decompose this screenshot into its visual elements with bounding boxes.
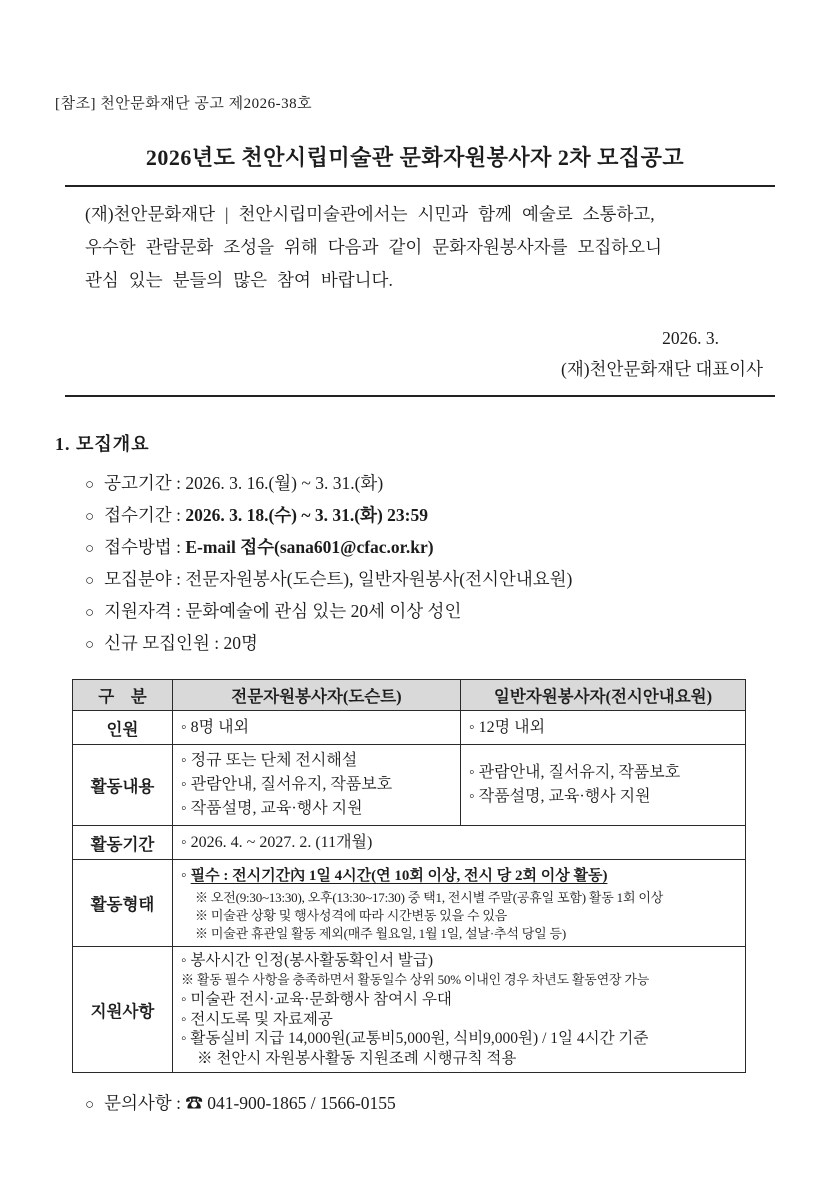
activity-form-note: ※ 오전(9:30~13:30), 오후(13:30~17:30) 중 택1, 전시별 주말(공휴일 포함) 활동 1회 이상	[195, 890, 664, 905]
announcement-date: 2026. 3.	[662, 328, 719, 348]
cell-line: ◦ 8명 내외	[181, 718, 250, 736]
overview-item-notice-period	[85, 468, 775, 500]
item-separator: :	[171, 537, 186, 557]
overview-item-recruitment-fields	[85, 564, 775, 596]
item-label: 지원자격	[104, 601, 172, 621]
activity-form-note: ※ 미술관 휴관일 활동 제외(매주 월요일, 1월 1일, 설날·추석 당일 등)	[195, 926, 566, 941]
table-row-personnel	[73, 711, 746, 745]
contact-label: 문의사항	[104, 1093, 172, 1113]
recruitment-table	[72, 679, 746, 1073]
activities-docent-cell	[173, 745, 461, 826]
table-row-period	[73, 826, 746, 860]
divider-top	[65, 185, 775, 187]
phone-icon: ☎	[185, 1093, 203, 1113]
benefit-line: ◦ 봉사시간 인정(봉사활동확인서 발급)	[181, 951, 434, 969]
activities-general-cell	[461, 745, 746, 826]
item-label: 신규 모집인원	[104, 633, 210, 653]
item-value: 20명	[223, 633, 258, 653]
item-separator: :	[209, 633, 224, 653]
row-label-activities: 활동내용	[73, 745, 173, 826]
table-row-benefits	[73, 947, 746, 1073]
col-header-category: 구 분	[73, 680, 173, 711]
overview-item-application-period	[85, 500, 775, 532]
cell-line: ◦ 관람안내, 질서유지, 작품보호	[469, 764, 681, 781]
row-label-personnel: 인원	[73, 711, 173, 745]
row-label-benefits: 지원사항	[73, 947, 173, 1073]
item-label: 접수기간	[104, 505, 172, 525]
intro-line: (재)천안문화재단 | 천안시립미술관에서는 시민과 함께 예술로 소통하고,	[85, 204, 655, 224]
benefits-cell	[173, 947, 746, 1073]
cell-line: ◦ 12명 내외	[469, 718, 546, 736]
item-label: 모집분야	[104, 569, 172, 589]
overview-item-application-method	[85, 532, 775, 564]
phone-numbers: 041-900-1865 / 1566-0155	[207, 1093, 396, 1113]
section-heading-overview: 1. 모집개요	[55, 434, 150, 454]
item-value: E-mail 접수(sana601@cfac.or.kr)	[185, 537, 434, 557]
circle-bullet-icon: ○	[85, 509, 95, 525]
benefit-line: ◦ 미술관 전시·교육·문화행사 참여시 우대	[181, 990, 452, 1008]
cell-line: ◦ 정규 또는 단체 전시해설	[181, 752, 358, 769]
item-value: 2026. 3. 18.(수) ~ 3. 31.(화) 23:59	[185, 505, 428, 525]
table-row-activity-form	[73, 860, 746, 947]
item-value: 문화예술에 관심 있는 20세 이상 성인	[185, 601, 462, 621]
required-activity-line	[181, 863, 737, 889]
intro-paragraph	[85, 198, 773, 297]
announcement-ref-number: [참조] 천안문화재단 공고 제2026-38호	[55, 96, 313, 112]
issuer-name: (재)천안문화재단 대표이사	[561, 359, 763, 379]
intro-line: 우수한 관람문화 조성을 위해 다음과 같이 문화자원봉사자를 모집하오니	[85, 237, 662, 257]
personnel-docent-cell	[173, 711, 461, 745]
circle-bullet-icon: ○	[85, 605, 95, 621]
overview-item-headcount	[85, 628, 775, 660]
circle-bullet-icon: ○	[85, 637, 95, 653]
cell-line: ◦ 관람안내, 질서유지, 작품보호	[181, 776, 393, 793]
col-header-docent: 전문자원봉사자(도슨트)	[173, 680, 461, 711]
personnel-general-cell	[461, 711, 746, 745]
item-label: 접수방법	[104, 537, 172, 557]
item-separator: :	[171, 601, 186, 621]
divider-bottom	[65, 395, 775, 397]
activity-form-note: ※ 미술관 상황 및 행사성격에 따라 시간변동 있을 수 있음	[195, 908, 508, 923]
activity-form-cell	[173, 860, 746, 947]
item-separator: :	[171, 473, 186, 493]
contact-separator: :	[171, 1093, 186, 1113]
row-label-period: 활동기간	[73, 826, 173, 860]
period-cell	[173, 826, 746, 860]
circle-bullet-icon: ○	[85, 477, 95, 493]
benefit-line: ◦ 전시도록 및 자료제공	[181, 1010, 333, 1028]
item-separator: :	[171, 569, 186, 589]
page-title: 2026년도 천안시립미술관 문화자원봉사자 2차 모집공고	[145, 145, 685, 170]
col-header-general: 일반자원봉사자(전시안내요원)	[461, 680, 746, 711]
contact-info	[85, 1090, 775, 1115]
cell-line: ◦ 작품설명, 교육·행사 지원	[469, 788, 651, 805]
cell-line: ◦ 작품설명, 교육·행사 지원	[181, 800, 363, 817]
table-header-row	[73, 680, 746, 711]
circle-bullet-icon: ◦	[181, 867, 191, 884]
item-value: 2026. 3. 16.(월) ~ 3. 31.(화)	[185, 473, 384, 493]
row-label-activity-form: 활동형태	[73, 860, 173, 947]
overview-list	[85, 468, 775, 660]
benefit-line: ※ 활동 필수 사항을 충족하면서 활동일수 상위 50% 이내인 경우 차년도 활동연장 가능	[181, 972, 650, 988]
overview-item-eligibility	[85, 596, 775, 628]
table-row-activities	[73, 745, 746, 826]
circle-bullet-icon: ○	[85, 1097, 95, 1113]
benefit-line: ※ 천안시 자원봉사활동 지원조례 시행규칙 적용	[197, 1049, 517, 1067]
item-value: 전문자원봉사(도슨트), 일반자원봉사(전시안내요원)	[185, 569, 573, 589]
item-label: 공고기간	[104, 473, 172, 493]
benefit-line: ◦ 활동실비 지급 14,000원(교통비5,000원, 식비9,000원) / 1일 4시간 기준	[181, 1030, 649, 1048]
intro-line: 관심 있는 분들의 많은 참여 바랍니다.	[85, 270, 393, 290]
item-separator: :	[171, 505, 186, 525]
cell-line: ◦ 2026. 4. ~ 2027. 2. (11개월)	[181, 833, 373, 851]
required-activity-text: 필수 : 전시기간內 1일 4시간(연 10회 이상, 전시 당 2회 이상 활동)	[190, 868, 608, 884]
signature-block	[55, 323, 775, 385]
circle-bullet-icon: ○	[85, 573, 95, 589]
circle-bullet-icon: ○	[85, 541, 95, 557]
